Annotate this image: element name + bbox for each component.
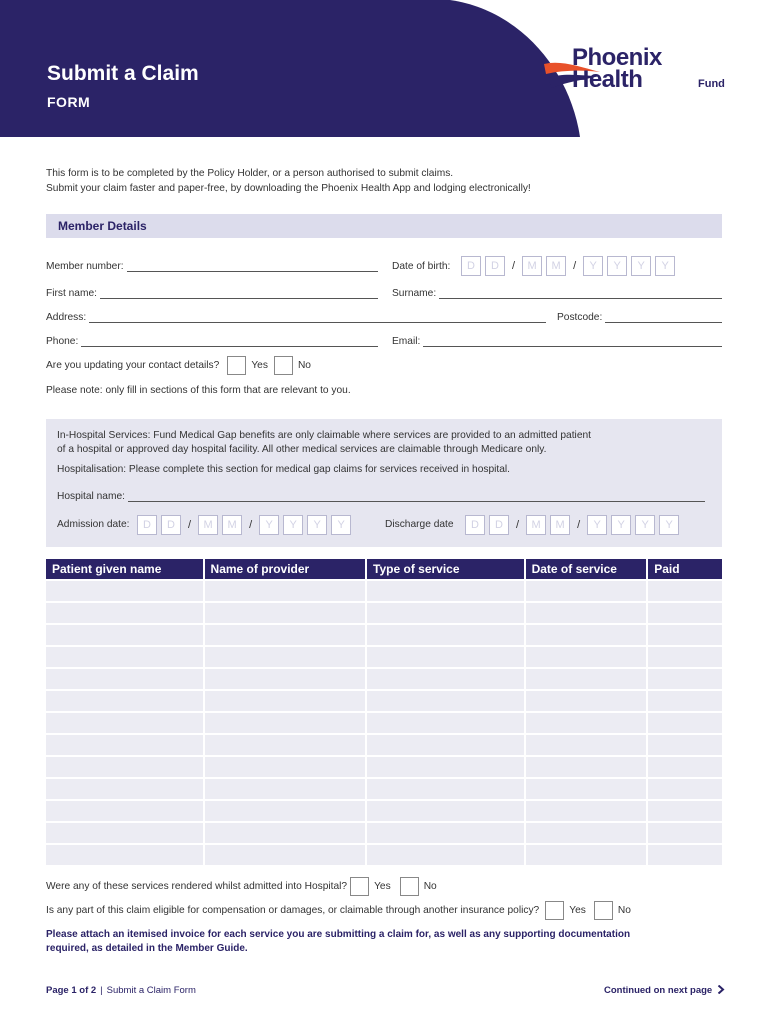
dob-year-box[interactable]: Y <box>583 256 603 276</box>
member-details-header <box>46 214 722 238</box>
table-row <box>46 757 722 777</box>
cell-service-type[interactable] <box>367 625 524 645</box>
intro-line-1: This form is to be completed by the Policy Holder, or a person authorised to submit claims. <box>46 168 454 179</box>
update-contact-question <box>46 356 317 375</box>
cell-provider[interactable] <box>205 647 366 667</box>
footer-form-name: Submit a Claim Form <box>106 985 196 996</box>
update-contact-label: Are you updating your contact details? <box>46 360 220 371</box>
continued-label: Continued on next page <box>604 985 713 996</box>
update-contact-no-label: No <box>297 360 311 371</box>
dob-month-box[interactable]: M <box>546 256 566 276</box>
cell-service-date[interactable] <box>526 713 647 733</box>
cell-paid[interactable] <box>648 647 722 667</box>
cell-paid[interactable] <box>648 713 722 733</box>
cell-patient-name[interactable] <box>46 581 203 601</box>
admission-year-box[interactable]: Y <box>283 515 303 535</box>
first-name-line[interactable] <box>100 289 378 299</box>
phone-field[interactable] <box>46 336 378 347</box>
admitted-no-checkbox[interactable] <box>400 877 419 896</box>
discharge-month-box[interactable]: M <box>550 515 570 535</box>
admitted-question <box>46 877 443 896</box>
cell-provider[interactable] <box>205 823 366 843</box>
intro-line-2: Submit your claim faster and paper-free, by downloading the Phoenix Health App and lodging electronically! <box>46 183 531 194</box>
admission-date-label-wrap <box>57 519 129 530</box>
cell-service-date[interactable] <box>526 669 647 689</box>
cell-patient-name[interactable] <box>46 625 203 645</box>
discharge-year-box[interactable]: Y <box>587 515 607 535</box>
cell-paid[interactable] <box>648 625 722 645</box>
date-of-birth-label: Date of birth: <box>392 261 451 272</box>
cell-service-date[interactable] <box>526 845 647 865</box>
admission-year-box[interactable]: Y <box>331 515 351 535</box>
first-name-field[interactable] <box>46 288 378 299</box>
in-hospital-info <box>57 429 591 456</box>
cell-paid[interactable] <box>648 823 722 843</box>
admitted-yes-checkbox[interactable] <box>350 877 369 896</box>
admitted-no-label: No <box>423 881 437 892</box>
update-contact-yes-checkbox[interactable] <box>227 356 246 375</box>
cell-patient-name[interactable] <box>46 801 203 821</box>
cell-patient-name[interactable] <box>46 845 203 865</box>
first-name-label: First name: <box>46 288 97 299</box>
cell-service-date[interactable] <box>526 757 647 777</box>
member-details-title: Member Details <box>58 219 147 233</box>
table-row <box>46 823 722 843</box>
cell-paid[interactable] <box>648 801 722 821</box>
dob-year-box[interactable]: Y <box>631 256 651 276</box>
update-contact-yes-label: Yes <box>251 360 268 371</box>
email-field[interactable] <box>392 336 722 347</box>
surname-label: Surname: <box>392 288 437 299</box>
cell-service-type[interactable] <box>367 757 524 777</box>
services-table <box>46 559 722 865</box>
compensation-question <box>46 901 637 920</box>
cell-service-date[interactable] <box>526 779 647 799</box>
update-contact-no-checkbox[interactable] <box>274 356 293 375</box>
cell-service-type[interactable] <box>367 581 524 601</box>
cell-service-date[interactable] <box>526 625 647 645</box>
cell-paid[interactable] <box>648 603 722 623</box>
compensation-no-checkbox[interactable] <box>594 901 613 920</box>
member-number-label: Member number: <box>46 261 124 272</box>
cell-patient-name[interactable] <box>46 647 203 667</box>
cell-paid[interactable] <box>648 691 722 711</box>
column-header-patient-name: Patient given name <box>46 559 203 579</box>
cell-service-type[interactable] <box>367 691 524 711</box>
discharge-day-box[interactable]: D <box>489 515 509 535</box>
dob-day-box[interactable]: D <box>485 256 505 276</box>
table-row <box>46 801 722 821</box>
table-row <box>46 603 722 623</box>
cell-paid[interactable] <box>648 779 722 799</box>
table-row <box>46 845 722 865</box>
date-separator: / <box>516 519 520 531</box>
address-line[interactable] <box>89 313 546 323</box>
dob-year-box[interactable]: Y <box>655 256 675 276</box>
table-row <box>46 713 722 733</box>
cell-provider[interactable] <box>205 603 366 623</box>
relevant-sections-note: Please note: only fill in sections of this form that are relevant to you. <box>46 385 351 396</box>
cell-service-type[interactable] <box>367 735 524 755</box>
cell-patient-name[interactable] <box>46 735 203 755</box>
date-separator: / <box>512 260 516 272</box>
discharge-year-box[interactable]: Y <box>611 515 631 535</box>
hospital-name-label: Hospital name: <box>57 491 125 502</box>
table-row <box>46 735 722 755</box>
dob-year-box[interactable]: Y <box>607 256 627 276</box>
form-title: Submit a Claim <box>47 62 199 85</box>
admission-year-box[interactable]: Y <box>259 515 279 535</box>
discharge-date-label-wrap <box>385 519 454 530</box>
postcode-label: Postcode: <box>557 312 603 323</box>
cell-service-type[interactable] <box>367 713 524 733</box>
cell-service-date[interactable] <box>526 735 647 755</box>
dob-day-box[interactable]: D <box>461 256 481 276</box>
cell-paid[interactable] <box>648 669 722 689</box>
logo-text-phoenix: Phoenix <box>572 44 662 71</box>
cell-service-type[interactable] <box>367 801 524 821</box>
address-label: Address: <box>46 312 87 323</box>
admission-year-box[interactable]: Y <box>307 515 327 535</box>
attach-invoice-notice <box>46 928 706 956</box>
cell-patient-name[interactable] <box>46 757 203 777</box>
page-number: Page 1 of 2 <box>46 985 97 996</box>
column-header-service-type: Type of service <box>367 559 524 579</box>
cell-service-type[interactable] <box>367 669 524 689</box>
cell-patient-name[interactable] <box>46 691 203 711</box>
cell-service-date[interactable] <box>526 647 647 667</box>
admitted-yes-label: Yes <box>374 881 391 892</box>
table-row <box>46 669 722 689</box>
discharge-month-box[interactable]: M <box>526 515 546 535</box>
compensation-no-label: No <box>617 905 631 916</box>
date-separator: / <box>249 519 253 531</box>
admission-day-box[interactable]: D <box>161 515 181 535</box>
form-subtitle: FORM <box>47 94 91 110</box>
services-table-body <box>46 581 722 865</box>
column-header-provider: Name of provider <box>205 559 366 579</box>
admission-date-boxes[interactable] <box>137 515 355 535</box>
attach-invoice-line-1: Please attach an itemised invoice for each service you are submitting a claim for, as well as any supporting documentation <box>46 929 631 940</box>
cell-service-type[interactable] <box>367 779 524 799</box>
logo-text-health: Health <box>572 66 643 93</box>
date-separator: / <box>188 519 192 531</box>
phoenix-health-logo <box>542 44 732 100</box>
cell-paid[interactable] <box>648 845 722 865</box>
table-row <box>46 779 722 799</box>
column-header-paid: Paid <box>648 559 722 579</box>
phone-line[interactable] <box>81 337 378 347</box>
cell-service-type[interactable] <box>367 603 524 623</box>
cell-service-date[interactable] <box>526 581 647 601</box>
cell-provider[interactable] <box>205 735 366 755</box>
compensation-question-label: Is any part of this claim eligible for compensation or damages, or claimable through another insurance policy? <box>46 905 540 916</box>
cell-provider[interactable] <box>205 713 366 733</box>
chevron-right-icon <box>717 985 725 994</box>
cell-service-type[interactable] <box>367 647 524 667</box>
compensation-yes-checkbox[interactable] <box>545 901 564 920</box>
table-row <box>46 625 722 645</box>
cell-service-type[interactable] <box>367 823 524 843</box>
postcode-field[interactable] <box>557 312 722 323</box>
cell-provider[interactable] <box>205 779 366 799</box>
logo-text-fund: Fund <box>698 78 725 90</box>
cell-patient-name[interactable] <box>46 603 203 623</box>
hospitalisation-instruction: Hospitalisation: Please complete this section for medical gap claims for services received in hospital. <box>57 464 510 475</box>
cell-provider[interactable] <box>205 757 366 777</box>
discharge-year-box[interactable]: Y <box>659 515 679 535</box>
cell-provider[interactable] <box>205 625 366 645</box>
dob-month-box[interactable]: M <box>522 256 542 276</box>
cell-patient-name[interactable] <box>46 713 203 733</box>
date-of-birth-label-wrap <box>392 261 450 272</box>
email-label: Email: <box>392 336 421 347</box>
discharge-day-box[interactable]: D <box>465 515 485 535</box>
cell-paid[interactable] <box>648 757 722 777</box>
admitted-question-label: Were any of these services rendered whilst admitted into Hospital? <box>46 881 348 892</box>
date-separator: / <box>577 519 581 531</box>
cell-service-date[interactable] <box>526 801 647 821</box>
continued-next-page <box>604 985 725 996</box>
table-row <box>46 581 722 601</box>
cell-service-date[interactable] <box>526 823 647 843</box>
cell-patient-name[interactable] <box>46 669 203 689</box>
cell-provider[interactable] <box>205 581 366 601</box>
cell-patient-name[interactable] <box>46 779 203 799</box>
admission-month-box[interactable]: M <box>198 515 218 535</box>
cell-paid[interactable] <box>648 581 722 601</box>
services-table-header <box>46 559 722 579</box>
admission-day-box[interactable]: D <box>137 515 157 535</box>
compensation-yes-label: Yes <box>569 905 586 916</box>
cell-patient-name[interactable] <box>46 823 203 843</box>
cell-service-type[interactable] <box>367 845 524 865</box>
discharge-date-label: Discharge date <box>385 519 454 530</box>
admission-month-box[interactable]: M <box>222 515 242 535</box>
date-of-birth-boxes[interactable] <box>461 256 679 276</box>
postcode-line[interactable] <box>605 313 722 323</box>
phone-label: Phone: <box>46 336 79 347</box>
member-number-line[interactable] <box>127 262 378 272</box>
cell-service-date[interactable] <box>526 603 647 623</box>
cell-service-date[interactable] <box>526 691 647 711</box>
discharge-date-boxes[interactable] <box>465 515 683 535</box>
footer-page-info <box>46 985 196 996</box>
attach-invoice-line-2: required, as detailed in the Member Guide. <box>46 943 248 954</box>
table-row <box>46 647 722 667</box>
hospital-name-line[interactable] <box>128 492 705 502</box>
cell-provider[interactable] <box>205 801 366 821</box>
surname-field[interactable] <box>392 288 722 299</box>
address-field[interactable] <box>46 312 546 323</box>
in-hospital-info-line-2: of a hospital or approved day hospital facility. All other medical services are claimable through Medicare only. <box>57 443 547 455</box>
footer-separator: | <box>100 985 103 996</box>
surname-line[interactable] <box>439 289 722 299</box>
cell-provider[interactable] <box>205 691 366 711</box>
in-hospital-services-panel <box>46 419 722 547</box>
table-row <box>46 691 722 711</box>
email-line[interactable] <box>423 337 722 347</box>
intro-text <box>46 166 531 196</box>
discharge-year-box[interactable]: Y <box>635 515 655 535</box>
date-separator: / <box>573 260 577 272</box>
member-number-field[interactable] <box>46 261 378 272</box>
cell-paid[interactable] <box>648 735 722 755</box>
cell-provider[interactable] <box>205 669 366 689</box>
cell-provider[interactable] <box>205 845 366 865</box>
hospital-name-field[interactable] <box>57 491 705 502</box>
column-header-service-date: Date of service <box>526 559 647 579</box>
admission-date-label: Admission date: <box>57 519 130 530</box>
in-hospital-info-line-1: In-Hospital Services: Fund Medical Gap benefits are only claimable where services are provided to an admitted patient <box>57 430 591 441</box>
